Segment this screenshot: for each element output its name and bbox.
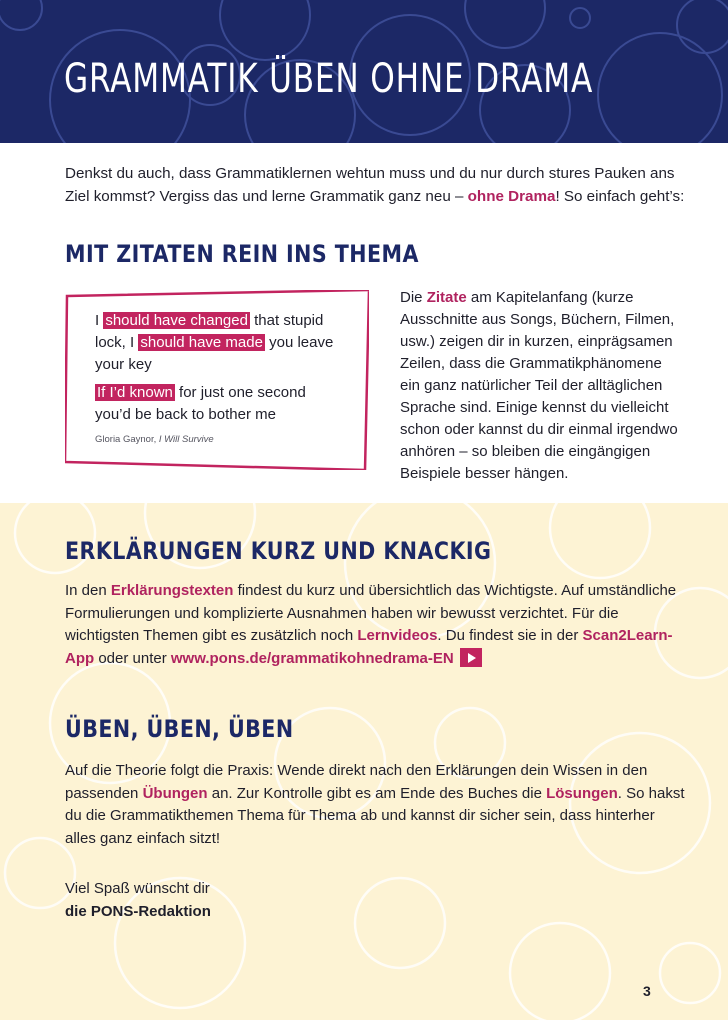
- signoff-team: die PONS-Redaktion: [65, 902, 211, 920]
- quote-highlight: If I’d known: [97, 384, 173, 401]
- zitate-explanation: [400, 287, 680, 485]
- intro-text: Denkst du auch, dass Grammatiklernen wehtun muss und du nur durch stures Pauken ans Ziel kommst? Vergiss das und lerne Grammatik ganz neu –: [65, 165, 675, 205]
- page-number: 3: [643, 983, 651, 999]
- para-text: . Du findest sie in der: [437, 627, 583, 644]
- para-text: Auf die Theorie folgt die Praxis: Wende direkt nach den Erklärungen dein Wissen in den passenden: [65, 762, 648, 802]
- section-heading-ueben: ÜBEN, ÜBEN, ÜBEN: [65, 715, 294, 743]
- side-text-part: am Kapitelanfang (kurze Ausschnitte aus Songs, Büchern, Filmen, usw.) zeigen dir in kurzen, einprägsamen Zeilen, dass die Grammatikphänomene ein ganz natürlicher Teil der alltäglichen Sprache sind. Einige kennst du vielleicht schon oder kannst du dir einmal irgendwo anhören – so bleiben die eingängigen Beispiele besser hängen.: [400, 289, 678, 482]
- play-icon[interactable]: [460, 648, 482, 667]
- uebungen-highlight: Übungen: [142, 784, 208, 802]
- quote-box: [65, 290, 369, 470]
- para-text: oder unter: [94, 649, 171, 667]
- side-highlight: Zitate: [426, 289, 467, 306]
- intro-highlight: ohne Drama: [467, 188, 556, 205]
- ueben-paragraph: [65, 760, 685, 850]
- para-text: In den: [65, 582, 111, 599]
- intro-text-end: ! So einfach geht’s:: [555, 188, 685, 205]
- pons-url-link[interactable]: www.pons.de/grammatikohnedrama-EN: [170, 649, 454, 667]
- scan2learn-app-link[interactable]: Scan2Learn-App: [65, 627, 673, 667]
- quote-text-part: I: [95, 312, 104, 329]
- section-heading-zitate: MIT ZITATEN REIN INS THEMA: [65, 240, 419, 268]
- quote-text: [95, 310, 345, 426]
- para-text: . So hakst du die Grammatikthemen Thema für Thema ab und kannst dir sicher sein, dass hinterher alles ganz einfach sitzt!: [65, 784, 685, 847]
- erklaerungen-paragraph: [65, 580, 685, 670]
- lernvideos-highlight: Lernvideos: [357, 627, 438, 644]
- erklaerungstexte-highlight: Erklärungstexten: [110, 582, 234, 599]
- quote-highlight: should have changed: [105, 312, 248, 329]
- quote-author: Gloria Gaynor,: [95, 434, 159, 445]
- signoff-line: Viel Spaß wünscht dir: [65, 880, 210, 897]
- loesungen-highlight: Lösungen: [546, 784, 618, 802]
- header-band: [0, 0, 728, 143]
- quote-source: [95, 434, 214, 445]
- para-text: findest du kurz und übersichtlich das Wichtigste. Auf umständliche Formulierungen und komplizierte Ausnahmen haben wir bewusst verzichtet. Für die wichtigsten Themen gibt es zusätzlich noch: [65, 582, 677, 644]
- quote-highlight: should have made: [140, 334, 263, 351]
- quote-song-title: I Will Survive: [158, 434, 214, 445]
- signoff: [65, 878, 211, 923]
- quote-text-part: that stupid lock, I: [95, 312, 324, 351]
- quote-text-part: you leave your key: [95, 334, 334, 373]
- intro-paragraph: [65, 162, 685, 208]
- page-title: GRAMMATIK ÜBEN OHNE DRAMA: [64, 56, 594, 102]
- side-text-part: Die: [400, 289, 427, 306]
- para-text: an. Zur Kontrolle gibt es am Ende des Buches die: [207, 784, 547, 802]
- section-heading-erklaerungen: ERKLÄRUNGEN KURZ UND KNACKIG: [65, 537, 492, 565]
- quote-text-part: for just one second you’d be back to bother me: [95, 384, 306, 423]
